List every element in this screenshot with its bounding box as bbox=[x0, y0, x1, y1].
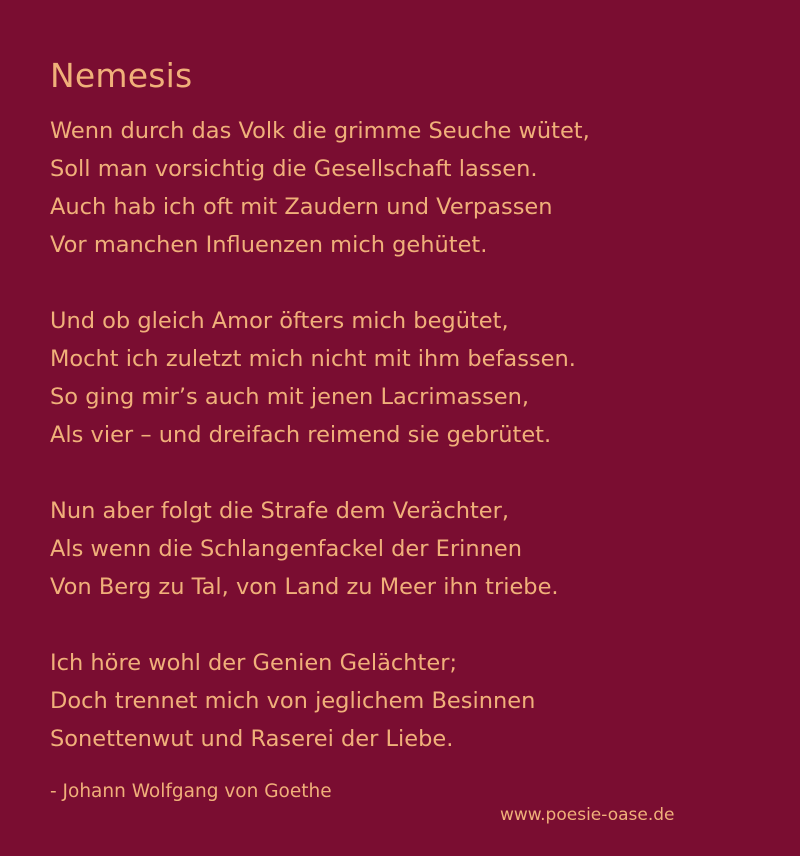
poem-line: Vor manchen Influenzen mich gehütet. bbox=[50, 232, 488, 258]
stanza-2 bbox=[50, 302, 770, 454]
stanza-4 bbox=[50, 644, 770, 758]
poem-line: Von Berg zu Tal, von Land zu Meer ihn triebe. bbox=[50, 574, 559, 600]
stanza-1 bbox=[50, 112, 770, 264]
poem-line: Soll man vorsichtig die Gesellschaft lassen. bbox=[50, 156, 538, 182]
poem-line: Sonettenwut und Raserei der Liebe. bbox=[50, 726, 454, 752]
poem-line: Und ob gleich Amor öfters mich begütet, bbox=[50, 308, 509, 334]
poem-author: - Johann Wolfgang von Goethe bbox=[50, 781, 332, 802]
poem-line: Doch trennet mich von jeglichem Besinnen bbox=[50, 688, 536, 714]
poem-line: Als wenn die Schlangenfackel der Erinnen bbox=[50, 536, 522, 562]
poem-line: So ging mir’s auch mit jenen Lacrimassen, bbox=[50, 384, 530, 410]
poem-title: Nemesis bbox=[50, 56, 193, 95]
poem-line: Nun aber folgt die Strafe dem Verächter, bbox=[50, 498, 510, 524]
poem-body bbox=[50, 112, 770, 796]
poem-line: Wenn durch das Volk die grimme Seuche wütet, bbox=[50, 118, 590, 144]
poem-line: Mocht ich zuletzt mich nicht mit ihm befassen. bbox=[50, 346, 576, 372]
poem-line: Als vier – und dreifach reimend sie gebrütet. bbox=[50, 422, 552, 448]
poem-line: Auch hab ich oft mit Zaudern und Verpassen bbox=[50, 194, 553, 220]
poem-line: Ich höre wohl der Genien Gelächter; bbox=[50, 650, 458, 676]
website-credit: www.poesie-oase.de bbox=[500, 805, 675, 825]
stanza-3 bbox=[50, 492, 770, 606]
